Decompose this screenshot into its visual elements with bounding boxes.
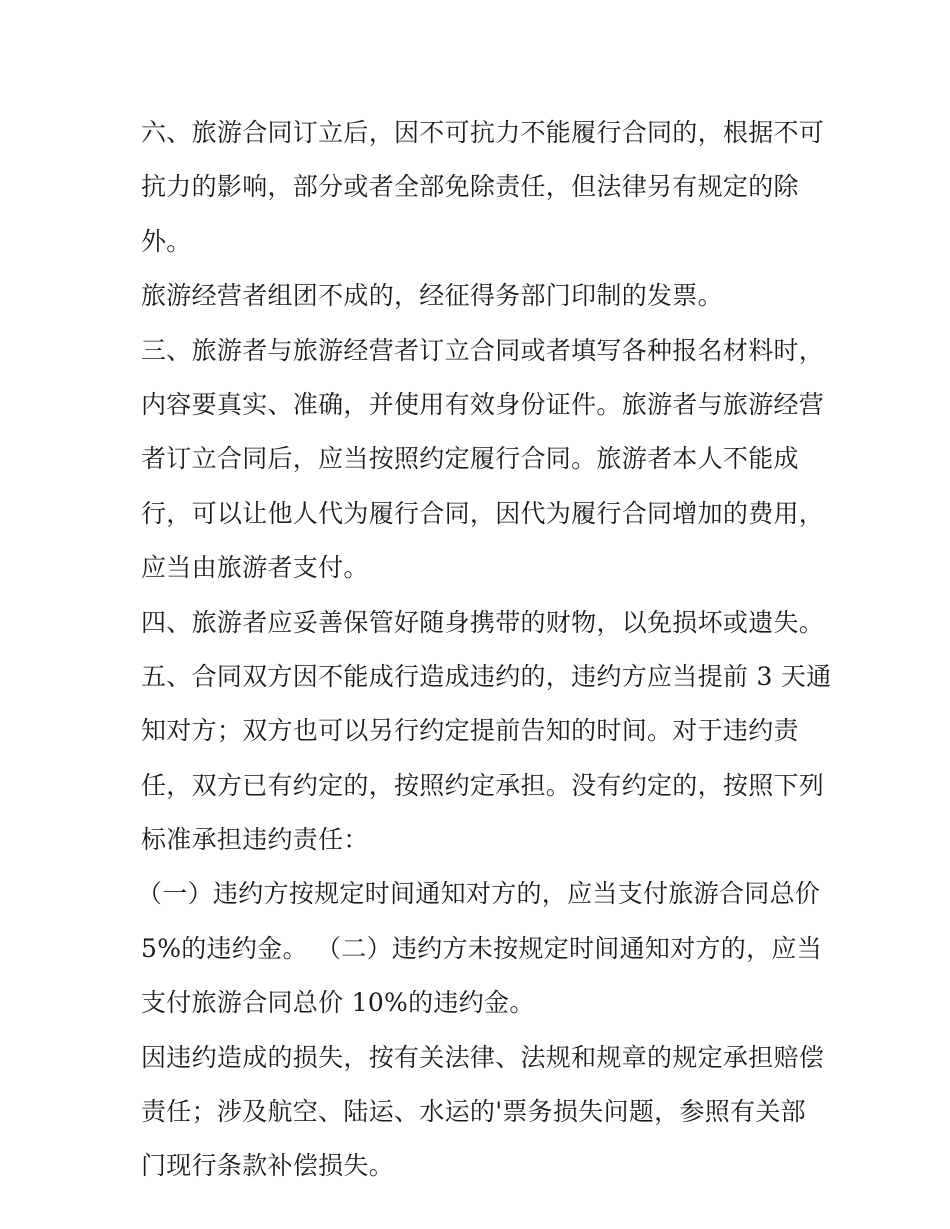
text-line: 者订立合同后，应当按照约定履行合同。旅游者本人不能成 (141, 444, 799, 474)
text-line: 五、合同双方因不能成行造成违约的，违约方应当提前 3 天通 (141, 661, 832, 691)
text-line: 支付旅游合同总价 10%的违约金。 (141, 988, 535, 1018)
text-line: 责任；涉及航空、陆运、水运的'票务损失问题，参照有关部 (141, 1097, 806, 1127)
text-line: 5%的违约金。 （二）违约方未按规定时间通知对方的，应当 (141, 933, 823, 963)
text-line: 因违约造成的损失，按有关法律、法规和规章的规定承担赔偿 (141, 1042, 825, 1072)
text-line: 旅游经营者组团不成的，经征得务部门印制的发票。 (141, 281, 723, 311)
text-line: 三、旅游者与旅游经营者订立合同或者填写各种报名材料时， (141, 335, 825, 365)
text-line: 四、旅游者应妥善保管好随身携带的财物，以免损坏或遗失。 (141, 607, 825, 637)
text-line: 门现行条款补偿损失。 (141, 1151, 395, 1181)
text-line: （一）违约方按规定时间通知对方的，应当支付旅游合同总价 (137, 879, 821, 909)
text-line: 行，可以让他人代为履行合同，因代为履行合同增加的费用， (141, 498, 825, 528)
text-line: 标准承担违约责任： (141, 825, 369, 855)
text-line: 外。 (141, 226, 192, 256)
document-body (137, 106, 832, 1194)
text-line: 任，双方已有约定的，按照约定承担。没有约定的，按照下列 (141, 770, 825, 800)
text-line: 内容要真实、准确，并使用有效身份证件。旅游者与旅游经营 (141, 389, 825, 419)
text-line: 知对方；双方也可以另行约定提前告知的时间。对于违约责 (141, 716, 799, 746)
text-line: 抗力的影响，部分或者全部免除责任，但法律另有规定的除 (141, 172, 799, 202)
text-line: 六、旅游合同订立后，因不可抗力不能履行合同的，根据不可 (141, 118, 825, 147)
text-line: 应当由旅游者支付。 (141, 553, 369, 583)
